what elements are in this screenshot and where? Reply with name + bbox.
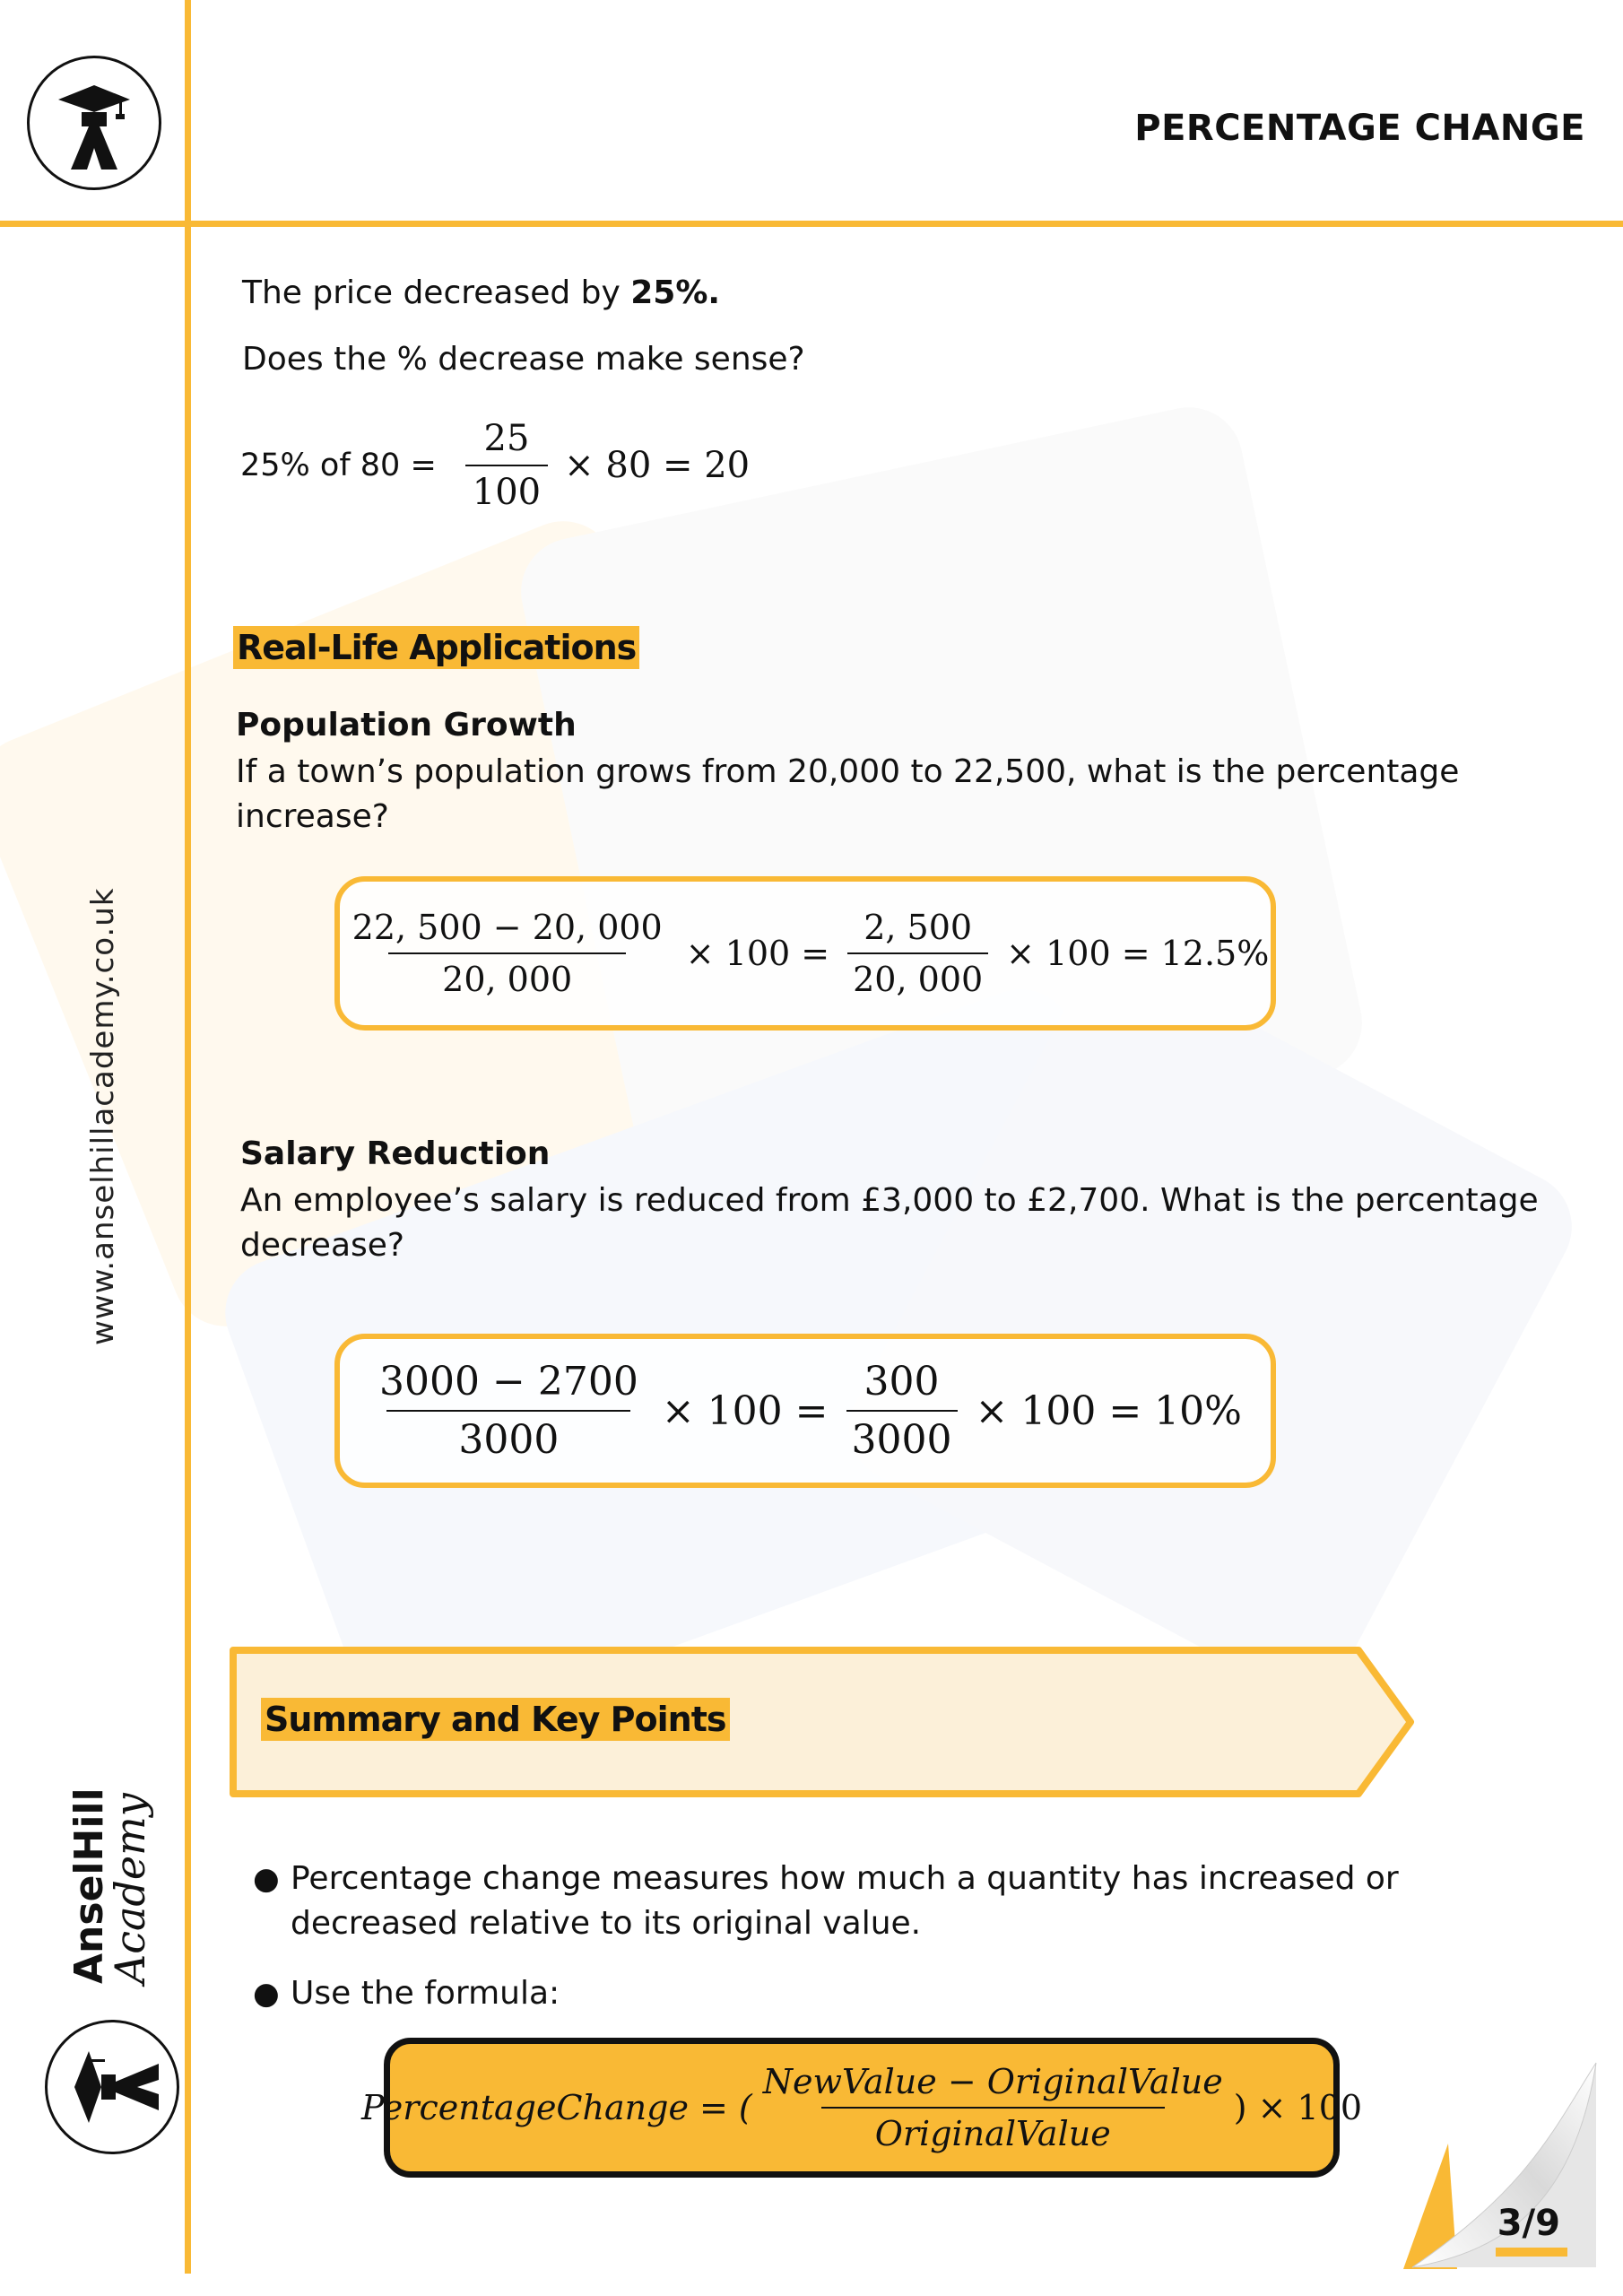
formula-numerator: NewValue − OriginalValue <box>762 2062 1223 2101</box>
salary-title: Salary Reduction <box>240 1135 551 1172</box>
salary-fraction-2 <box>846 1359 958 1463</box>
population-fraction-1-denominator: 20, 000 <box>388 952 626 999</box>
salary-fraction-1-denominator: 3000 <box>386 1410 630 1463</box>
horizontal-accent-line <box>0 221 1623 227</box>
brand-name-line-2: Academy <box>106 1793 154 1984</box>
intro-line-1 <box>242 271 720 316</box>
brand-name-line-1: AnselHill <box>66 1787 112 1984</box>
salary-fraction-2-numerator: 300 <box>864 1359 940 1405</box>
salary-question: An employee’s salary is reduced from £3,000 to £2,700. What is the percentage decrease? <box>240 1182 1539 1264</box>
academy-logo-bottom-icon <box>45 2020 179 2154</box>
summary-banner <box>229 1646 1417 1798</box>
intro-line-2: Does the % decrease make sense? <box>242 341 805 378</box>
intro-fraction <box>465 418 548 513</box>
summary-heading-label: Summary and Key Points <box>261 1698 730 1741</box>
salary-calculation <box>369 1359 1242 1463</box>
formula-denominator: OriginalValue <box>821 2107 1165 2153</box>
summary-bullet-text: Percentage change measures how much a quantity has increased or decreased relative to its original value. <box>291 1860 1399 1942</box>
population-fraction-2 <box>847 908 988 999</box>
intro-calc-result: × 80 = 20 <box>564 445 751 486</box>
page-number-underline <box>1496 2248 1567 2257</box>
population-question: If a town’s population grows from 20,000 to 22,500, what is the percentage increase? <box>236 753 1460 835</box>
population-fraction-2-denominator: 20, 000 <box>847 952 988 999</box>
salary-fraction-1-numerator: 3000 − 2700 <box>379 1359 638 1405</box>
page-title: PERCENTAGE CHANGE <box>1134 108 1585 149</box>
intro-fraction-denominator: 100 <box>465 465 548 513</box>
salary-fraction-2-denominator: 3000 <box>846 1410 958 1463</box>
website-url: www.anselhillacademy.co.uk <box>85 887 121 1345</box>
salary-calculation-box <box>334 1334 1276 1488</box>
summary-heading <box>261 1700 730 1739</box>
summary-bullet-item <box>253 1971 1508 2016</box>
formula-lhs: PercentageChange = ( <box>360 2088 752 2127</box>
intro-line-1-bold: 25%. <box>630 274 721 311</box>
summary-bullet-text: Use the formula: <box>291 1975 560 2012</box>
intro-line-1-text: The price decreased by <box>242 274 631 311</box>
bullet-dot-icon: ● <box>253 1861 280 1897</box>
bullet-dot-icon: ● <box>253 1976 280 2012</box>
applications-heading-label: Real-Life Applications <box>233 626 639 669</box>
summary-bullet-list <box>253 1857 1508 2041</box>
population-fraction-2-numerator: 2, 500 <box>864 908 973 947</box>
formula-fraction <box>758 2062 1228 2153</box>
academy-logo-icon <box>27 56 161 190</box>
intro-calculation <box>240 418 750 513</box>
vertical-accent-line <box>185 0 191 2274</box>
intro-calc-prefix: 25% of 80 = <box>240 448 437 483</box>
summary-bullet-item <box>253 1857 1508 1946</box>
population-fraction-1 <box>347 908 668 999</box>
population-multiplier: × 100 = <box>685 934 830 973</box>
population-result: × 100 = 12.5% <box>1006 934 1270 973</box>
formula <box>361 2062 1362 2153</box>
intro-fraction-numerator: 25 <box>483 418 530 459</box>
population-calculation <box>342 908 1270 999</box>
population-calculation-box <box>334 876 1276 1031</box>
page-number: 3/9 <box>1497 2203 1560 2244</box>
salary-result: × 100 = 10% <box>975 1387 1242 1434</box>
formula-rhs: ) × 100 <box>1233 2088 1363 2127</box>
population-title: Population Growth <box>236 707 577 744</box>
population-fraction-1-numerator: 22, 500 − 20, 000 <box>352 908 663 947</box>
formula-box <box>360 2038 1363 2178</box>
applications-heading <box>233 628 639 667</box>
salary-fraction-1 <box>374 1359 644 1463</box>
salary-multiplier: × 100 = <box>661 1387 829 1434</box>
